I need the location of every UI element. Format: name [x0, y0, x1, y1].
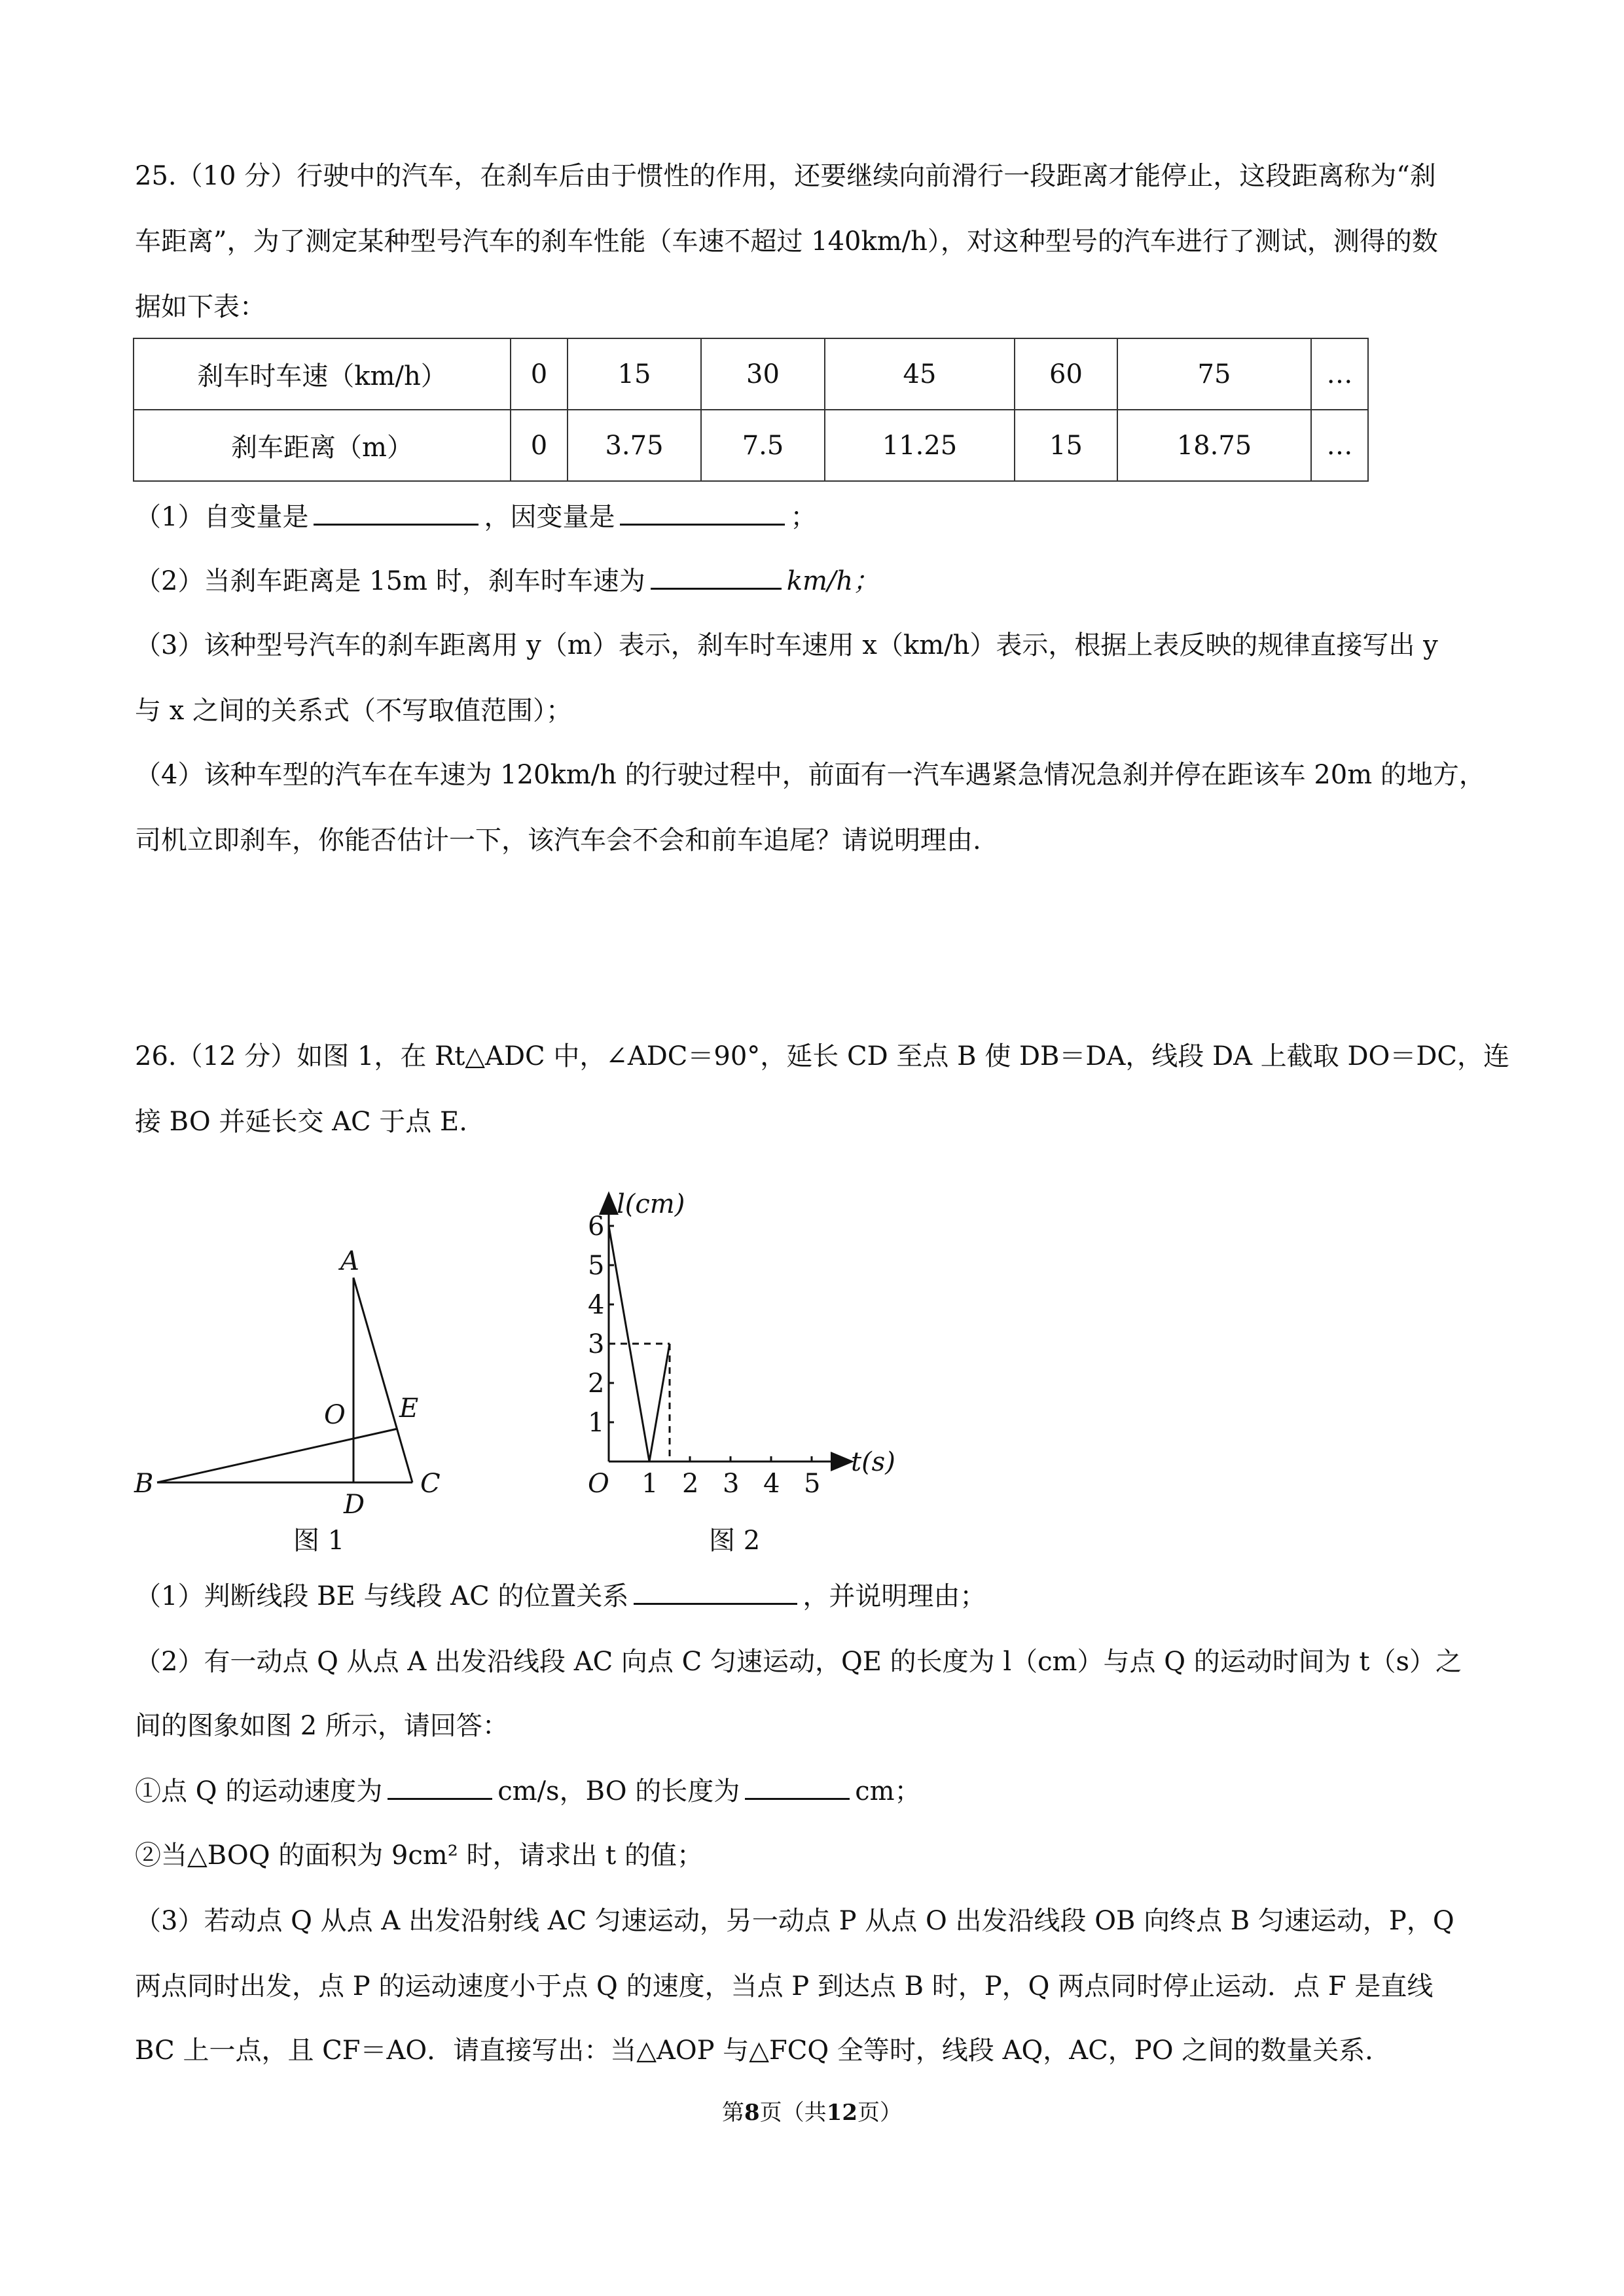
- label-B: B: [134, 1469, 154, 1499]
- table-cell: 3.75: [568, 410, 701, 481]
- q26-sub3-line3: BC 上一点，且 CF＝AO．请直接写出：当△AOP 与△FCQ 全等时，线段 AQ，AC，PO 之间的数量关系．: [135, 2036, 1392, 2066]
- table-cell: 0: [511, 410, 568, 481]
- y-axis-label: l(cm): [617, 1189, 685, 1219]
- q25-stem-line1: 25.（10 分）行驶中的汽车，在刹车后由于惯性的作用，还要继续向前滑行一段距离才能停止，这段距离称为“刹: [135, 161, 1436, 191]
- q25-data-table: [133, 338, 1369, 482]
- label-O: O: [324, 1400, 346, 1430]
- label-C: C: [420, 1469, 441, 1499]
- table-cell: 75: [1117, 338, 1311, 410]
- q25-sub4-line2: 司机立即刹车，你能否估计一下，该汽车会不会和前车追尾？请说明理由.: [135, 825, 981, 855]
- y-tick-label: 4: [588, 1290, 605, 1320]
- label-A: A: [340, 1246, 359, 1276]
- q26-stem-line1: 26.（12 分）如图 1，在 Rt△ADC 中，∠ADC＝90°，延长 CD 至点 B 使 DB＝DA，线段 DA 上截取 DO＝DC，连: [135, 1041, 1510, 1071]
- table-cell: 0: [511, 338, 568, 410]
- q26-sub2-part2: ②当△BOQ 的面积为 9cm² 时，请求出 t 的值；: [135, 1840, 703, 1871]
- q25-sub4-line1: （4）该种车型的汽车在车速为 120km/h 的行驶过程中，前面有一汽车遇紧急情况急刹并停在距该车 20m 的地方，: [135, 760, 1485, 790]
- y-tick-label: 2: [588, 1369, 605, 1399]
- q26-sub3-line2: 两点同时出发，点 P 的运动速度小于点 Q 的速度，当点 P 到达点 B 时，P，Q 两点同时停止运动．点 F 是直线: [135, 1971, 1434, 2001]
- table-cell: 15: [568, 338, 701, 410]
- page-footer: 第8页（共12页）: [722, 2100, 902, 2126]
- y-tick-label: 3: [588, 1329, 605, 1359]
- x-tick-label: 2: [682, 1469, 699, 1499]
- page-total: 12: [826, 2100, 857, 2126]
- x-axis-label: t(s): [851, 1447, 895, 1477]
- table-cell: …: [1311, 410, 1368, 481]
- table-row: [134, 410, 1368, 481]
- q26-sub2-line2: 间的图象如图 2 所示，请回答：: [135, 1711, 509, 1741]
- figure-2-caption: 图 2: [709, 1526, 761, 1556]
- y-tick-label: 5: [588, 1251, 605, 1281]
- answer-blank[interactable]: [388, 1776, 492, 1800]
- x-tick-label: 3: [723, 1469, 740, 1499]
- page-number: 8: [744, 2100, 760, 2126]
- table-cell: 18.75: [1117, 410, 1311, 481]
- table-cell: 15: [1015, 410, 1117, 481]
- q26-sub3-line1: （3）若动点 Q 从点 A 出发沿射线 AC 匀速运动，另一动点 P 从点 O 出发沿线段 OB 向终点 B 匀速运动，P，Q: [135, 1906, 1454, 1936]
- answer-blank[interactable]: [634, 1581, 797, 1605]
- answer-blank[interactable]: [651, 565, 782, 590]
- q25-stem-line2: 车距离”，为了测定某种型号汽车的刹车性能（车速不超过 140km/h），对这种型号的汽车进行了测试，测得的数: [135, 226, 1438, 257]
- table-cell: 60: [1015, 338, 1117, 410]
- q25-stem-line3: 据如下表：: [135, 292, 266, 322]
- x-tick-label: 4: [763, 1469, 780, 1499]
- x-tick-label: 1: [641, 1469, 659, 1499]
- figure-1-triangle: [124, 1230, 491, 1518]
- figure-1-caption: 图 1: [293, 1526, 345, 1556]
- answer-blank[interactable]: [314, 501, 478, 526]
- q26-sub2-part1: ①点 Q 的运动速度为 cm/s，BO 的长度为 cm；: [135, 1776, 921, 1806]
- table-cell: 45: [825, 338, 1015, 410]
- table-cell: …: [1311, 338, 1368, 410]
- origin-label: O: [588, 1469, 609, 1499]
- table-header-speed: 刹车时车速（km/h）: [134, 338, 511, 410]
- q25-sub1: （1）自变量是 ，因变量是 ；: [135, 502, 817, 532]
- label-E: E: [399, 1393, 419, 1424]
- table-header-distance: 刹车距离（m）: [134, 410, 511, 481]
- q25-sub2: （2）当刹车距离是 15m 时，刹车时车速为 km/h；: [135, 566, 880, 596]
- segment-BE: [157, 1429, 397, 1482]
- table-cell: 11.25: [825, 410, 1015, 481]
- q25-sub3-line1: （3）该种型号汽车的刹车距离用 y（m）表示，刹车时车速用 x（km/h）表示，根据上表反映的规律直接写出 y: [135, 630, 1438, 660]
- x-tick-label: 5: [804, 1469, 821, 1499]
- y-tick-label: 1: [588, 1408, 605, 1438]
- q26-sub2-line1: （2）有一动点 Q 从点 A 出发沿线段 AC 向点 C 匀速运动，QE 的长度为 l（cm）与点 Q 的运动时间为 t（s）之: [135, 1647, 1462, 1677]
- table-row: [134, 338, 1368, 410]
- answer-blank[interactable]: [620, 501, 785, 526]
- answer-blank[interactable]: [745, 1776, 850, 1800]
- table-cell: 7.5: [701, 410, 825, 481]
- q26-stem-line2: 接 BO 并延长交 AC 于点 E.: [135, 1107, 467, 1137]
- q26-sub1: （1）判断线段 BE 与线段 AC 的位置关系 ，并说明理由；: [135, 1581, 986, 1611]
- label-D: D: [344, 1490, 365, 1518]
- graph-segment-up: [649, 1344, 670, 1462]
- figure-2-graph: [576, 1188, 916, 1502]
- y-tick-label: 6: [588, 1211, 605, 1242]
- table-cell: 30: [701, 338, 825, 410]
- q25-sub3-line2: 与 x 之间的关系式（不写取值范围）；: [135, 696, 572, 726]
- segment-AC: [353, 1278, 412, 1482]
